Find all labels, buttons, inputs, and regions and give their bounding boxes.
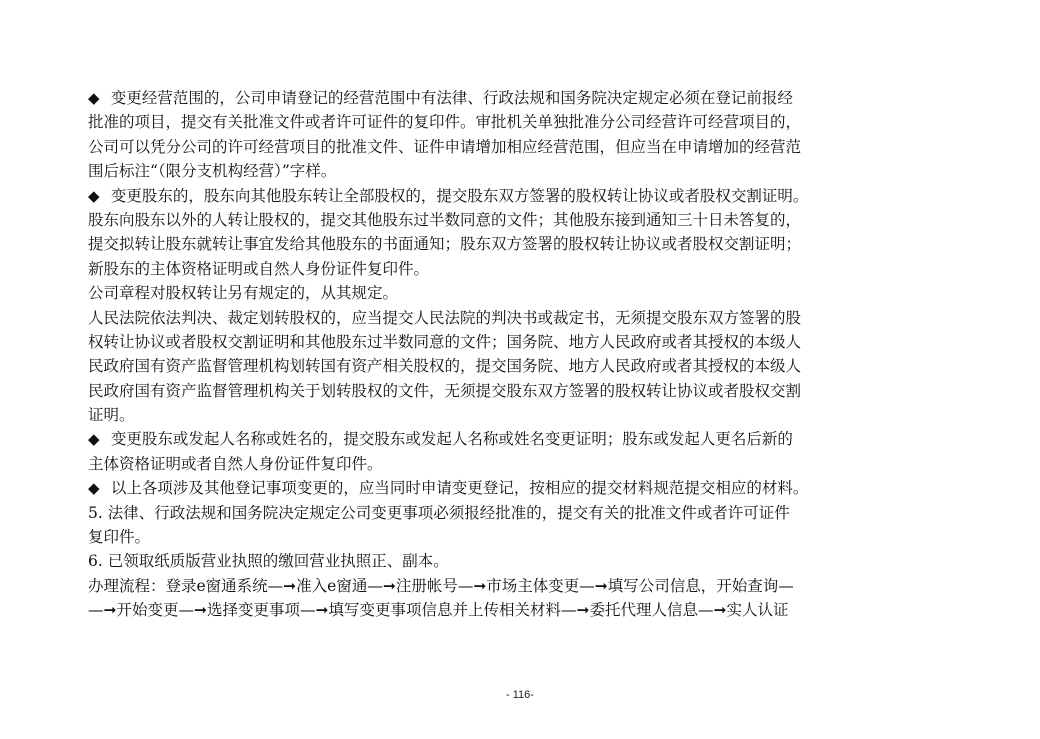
text-line bbox=[88, 354, 958, 378]
diamond-bullet-icon: ◆ bbox=[88, 186, 100, 205]
line-text: 权转让协议或者股权交割证明和其他股东过半数同意的文件；国务院、地方人民政府或者其授权的本级人 bbox=[88, 332, 802, 351]
diamond-bullet-icon: ◆ bbox=[88, 89, 100, 107]
line-text: 民政府国有资产监督管理机构关于划转股权的文件，无须提交股东双方签署的股权转让协议或者股权交割 bbox=[88, 381, 802, 400]
line-text: 主体资格证明或者自然人身份证件复印件。 bbox=[88, 454, 383, 473]
text-line bbox=[88, 330, 958, 354]
text-line bbox=[88, 549, 958, 573]
text-line bbox=[88, 427, 958, 451]
line-text: 以上各项涉及其他登记事项变更的，应当同时申请变更登记，按相应的提交材料规范提交相应的材料。 bbox=[106, 479, 809, 498]
text-line bbox=[88, 476, 958, 500]
line-text: 批准的项目，提交有关批准文件或者许可证件的复印件。审批机关单独批准分公司经营许可经营项目的， bbox=[88, 113, 802, 132]
text-line bbox=[88, 110, 958, 134]
text-line bbox=[88, 232, 958, 256]
line-text: —➞开始变更—➞选择变更事项—➞填写变更事项信息并上传相关材料—➞委托代理人信息—➞实人认证 bbox=[88, 601, 789, 620]
text-line bbox=[88, 574, 958, 598]
text-line bbox=[88, 306, 958, 330]
text-line bbox=[88, 159, 958, 183]
line-text: 股东向股东以外的人转让股权的，提交其他股东过半数同意的文件；其他股东接到通知三十日未答复的， bbox=[88, 210, 802, 229]
text-line bbox=[88, 403, 958, 427]
diamond-bullet-icon: ◆ bbox=[88, 479, 100, 498]
line-text: 复印件。 bbox=[88, 528, 151, 547]
text-line bbox=[88, 135, 958, 159]
line-text: 公司章程对股权转让另有规定的，从其规定。 bbox=[88, 284, 399, 303]
text-line bbox=[88, 86, 958, 110]
line-text: 新股东的主体资格证明或自然人身份证件复印件。 bbox=[88, 259, 430, 278]
text-line bbox=[88, 452, 958, 476]
text-line bbox=[88, 208, 958, 232]
line-text: 5. 法律、行政法规和国务院决定规定公司变更事项必须报经批准的，提交有关的批准文件或者许可证件 bbox=[88, 503, 790, 522]
line-text: 人民法院依法判决、裁定划转股权的，应当提交人民法院的判决书或裁定书，无须提交股东双方签署的股 bbox=[88, 308, 802, 327]
text-line bbox=[88, 598, 958, 622]
document-body bbox=[88, 86, 958, 623]
diamond-bullet-icon: ◆ bbox=[88, 430, 100, 449]
page-number: - 116- bbox=[506, 689, 534, 701]
line-text: 变更股东的，股东向其他股东转让全部股权的，提交股东双方签署的股权转让协议或者股权交割证明。 bbox=[106, 186, 809, 205]
line-text: 变更股东或发起人名称或姓名的，提交股东或发起人名称或姓名变更证明；股东或发起人更名后新的 bbox=[106, 430, 793, 449]
line-text: 变更经营范围的，公司申请登记的经营范围中有法律、行政法规和国务院决定规定必须在登记前报经 bbox=[106, 89, 793, 107]
line-text: 证明。 bbox=[88, 406, 135, 425]
text-line bbox=[88, 257, 958, 281]
line-text: 围后标注“（限分支机构经营）”字样。 bbox=[88, 162, 337, 181]
text-line bbox=[88, 525, 958, 549]
text-line bbox=[88, 501, 958, 525]
text-line bbox=[88, 281, 958, 305]
line-text: 办理流程：登录e窗通系统—➞准入e窗通—➞注册帐号—➞市场主体变更—➞填写公司信息，开始查询— bbox=[88, 576, 794, 595]
text-line bbox=[88, 184, 958, 208]
text-line bbox=[88, 379, 958, 403]
line-text: 提交拟转让股东就转让事宜发给其他股东的书面通知；股东双方签署的股权转让协议或者股权交割证明； bbox=[88, 235, 802, 254]
line-text: 6. 已领取纸质版营业执照的缴回营业执照正、副本。 bbox=[88, 552, 449, 571]
line-text: 民政府国有资产监督管理机构划转国有资产相关股权的，提交国务院、地方人民政府或者其授权的本级人 bbox=[88, 357, 802, 376]
line-text: 公司可以凭分公司的许可经营项目的批准文件、证件申请增加相应经营范围，但应当在申请增加的经营范 bbox=[88, 137, 802, 156]
